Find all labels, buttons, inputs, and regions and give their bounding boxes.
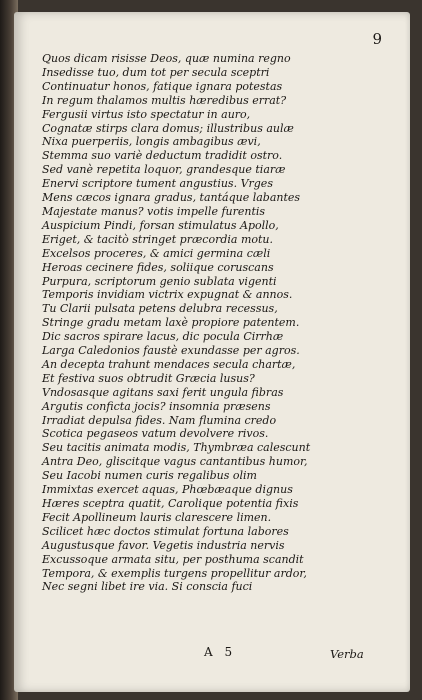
text-line: Sed vanè repetita loquor, grandesque tiaræ [42,163,286,177]
text-line: Tempora, & exemplis turgens propellitur ardor, [42,566,307,580]
poem-text [42,52,404,594]
text-line: Hæres sceptra quatit, Carolique potentia fixis [42,497,299,510]
text-line: Vndosasque agitans saxi ferit ungula fibras [42,385,284,399]
text-line: An decepta trahunt mendaces secula chartæ, [42,357,296,371]
text-line: Insedisse tuo, dum tot per secula sceptri [42,65,270,79]
text-line: Eriget, & tacitò stringet præcordia motu. [42,232,273,246]
text-line: Scilicet hæc doctos stimulat fortuna labores [42,524,289,538]
signature-mark: A 5 [204,645,237,659]
text-line: Immixtas exercet aquas, Phœbæaque dignus [42,483,293,497]
text-line: Auspicium Pindi, forsan stimulatus Apollo, [42,218,279,232]
text-line: In regum thalamos multis hæredibus errat? [42,93,287,107]
text-line: Fergusii virtus isto spectatur in auro, [42,107,251,121]
catchword: Verba [330,647,364,661]
text-line: Quos dicam risisse Deos, quæ numina regno [42,52,291,65]
text-line: Seu tacitis animata modis, Thymbræa calescunt [42,441,311,455]
text-line: Temporis invidiam victrix expugnat & annos. [42,288,293,302]
text-line: Seu Iacobi numen curis regalibus olim [42,469,257,483]
text-line: Excussoque armata situ, per posthuma scandit [42,552,304,566]
text-line: Excelsos proceres, & amici germina cæli [42,246,271,260]
text-line: Nixa puerperiis, longis ambagibus ævi, [42,135,261,149]
text-line: Mens cæcos ignara gradus, tantáque labantes [42,191,301,205]
text-line: Irradiat depulsa fides. Nam flumina credo [42,413,277,427]
text-line: Stringe gradu metam laxè propiore patentem. [42,316,300,330]
page-number: 9 [372,30,382,48]
text-line: Larga Caledonios faustè exundasse per agros. [42,344,300,358]
text-line: Antra Deo, gliscitque vagus cantantibus humor, [42,455,308,469]
text-line: Argutis conficta jocis? insomnia præsens [42,399,271,413]
text-line: Cognatæ stirps clara domus; illustribus aulæ [42,121,294,135]
text-line: Enervi scriptore tument angustius. Vrges [42,177,273,191]
text-line: Heroas cecinere fides, soliique coruscans [42,260,274,274]
text-line: Et festiva suos obtrudit Græcia lusus? [42,371,255,385]
text-line: Scotica pegaseos vatum devolvere rivos. [42,427,269,441]
text-line: Fecit Apollineum lauris clarescere limen. [42,510,272,524]
text-line: Augustusque favor. Vegetis industria nervis [42,538,285,552]
text-line: Majestate manus? votis impelle furentis [42,204,266,218]
text-line: Dic sacros spirare lacus, dic pocula Cirrhæ [42,330,284,344]
text-line: Purpura, scriptorum genio sublata vigenti [42,274,277,288]
text-line: Stemma suo variè deductum tradidit ostro. [42,149,283,163]
text-line: Nec segni libet ire via. Si conscia fuci [42,580,253,594]
text-line: Continuatur honos, fatique ignara potestas [42,79,283,93]
text-line: Tu Clarii pulsata petens delubra recessus, [42,302,278,316]
